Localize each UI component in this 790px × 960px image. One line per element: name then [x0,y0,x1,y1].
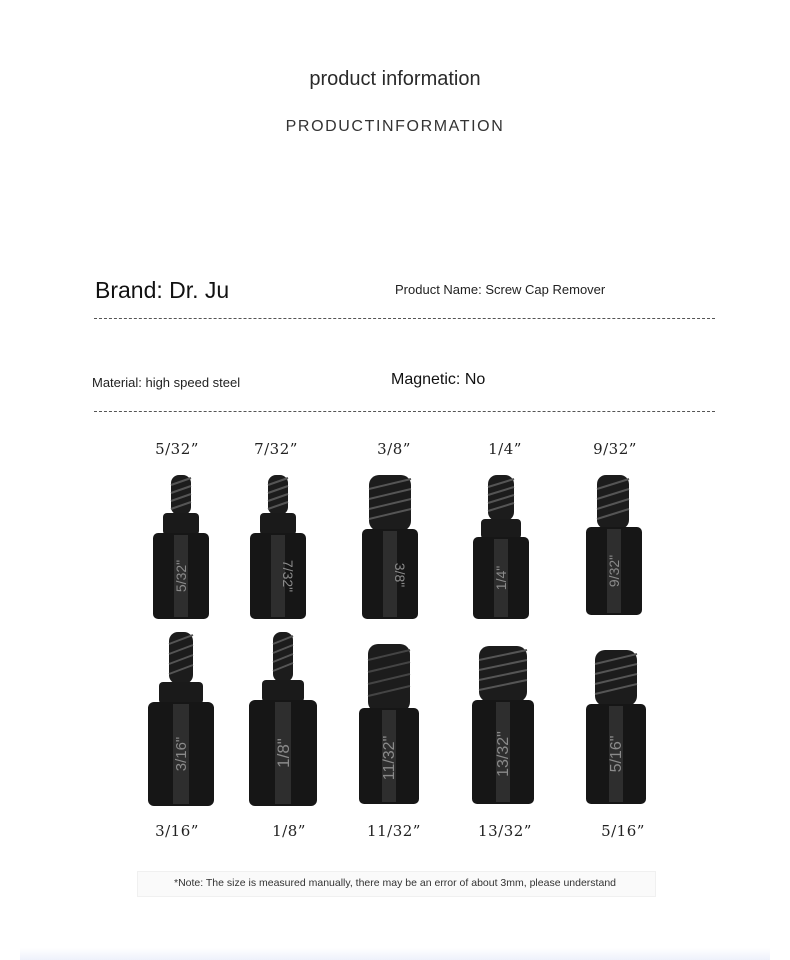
bit-engraving: 3/16" [173,736,190,772]
size-label-top-4: 1/4” [488,440,522,458]
bit-engraving: 13/32" [495,731,512,777]
divider-bottom [94,411,715,412]
extractor-bit-5-32 [152,473,210,623]
bit-engraving: 9/32" [606,554,622,588]
size-label-bottom-5: 5/16” [601,822,645,840]
extractor-bit-1-8 [248,630,318,808]
size-label-bottom-4: 13/32” [478,822,532,840]
bottom-strip [20,948,770,960]
measurement-note: *Note: The size is measured manually, there may be an error of about 3mm, please understand [173,877,616,889]
bit-engraving: 11/32" [381,735,398,781]
product-info-subtitle: PRODUCTINFORMATION [285,118,505,135]
extractor-bit-5-16 [585,648,647,808]
size-label-bottom-3: 11/32” [367,822,421,840]
bit-engraving: 7/32" [280,559,296,593]
extractor-bit-9-32 [585,473,643,623]
extractor-bit-13-32 [471,644,535,808]
bit-engraving: 3/8" [392,562,408,588]
extractor-bit-1-4 [472,473,530,623]
extractor-bit-7-32 [249,473,307,623]
product-info-title: product information [309,68,481,90]
bit-engraving: 1/8" [274,738,293,768]
divider-top [94,318,715,319]
product-name-label: Product Name: Screw Cap Remover [395,282,606,297]
bit-collar [163,513,199,535]
material-label: Material: high speed steel [92,375,241,390]
extractor-bit-3-8 [361,473,419,623]
bit-engraving: 5/32" [173,559,189,593]
bit-engraving: 5/16" [608,735,625,773]
extractor-bit-11-32 [358,642,420,806]
extractor-bit-3-16 [147,630,215,808]
magnetic-label: Magnetic: No [391,371,486,388]
bit-engraving: 1/4" [493,565,509,591]
size-label-bottom-1: 3/16” [155,822,199,840]
size-label-top-2: 7/32” [254,440,298,458]
size-label-top-3: 3/8” [377,440,411,458]
brand-label: Brand: Dr. Ju [95,277,230,303]
size-label-top-5: 9/32” [593,440,637,458]
size-label-top-1: 5/32” [155,440,199,458]
size-label-bottom-2: 1/8” [272,822,306,840]
